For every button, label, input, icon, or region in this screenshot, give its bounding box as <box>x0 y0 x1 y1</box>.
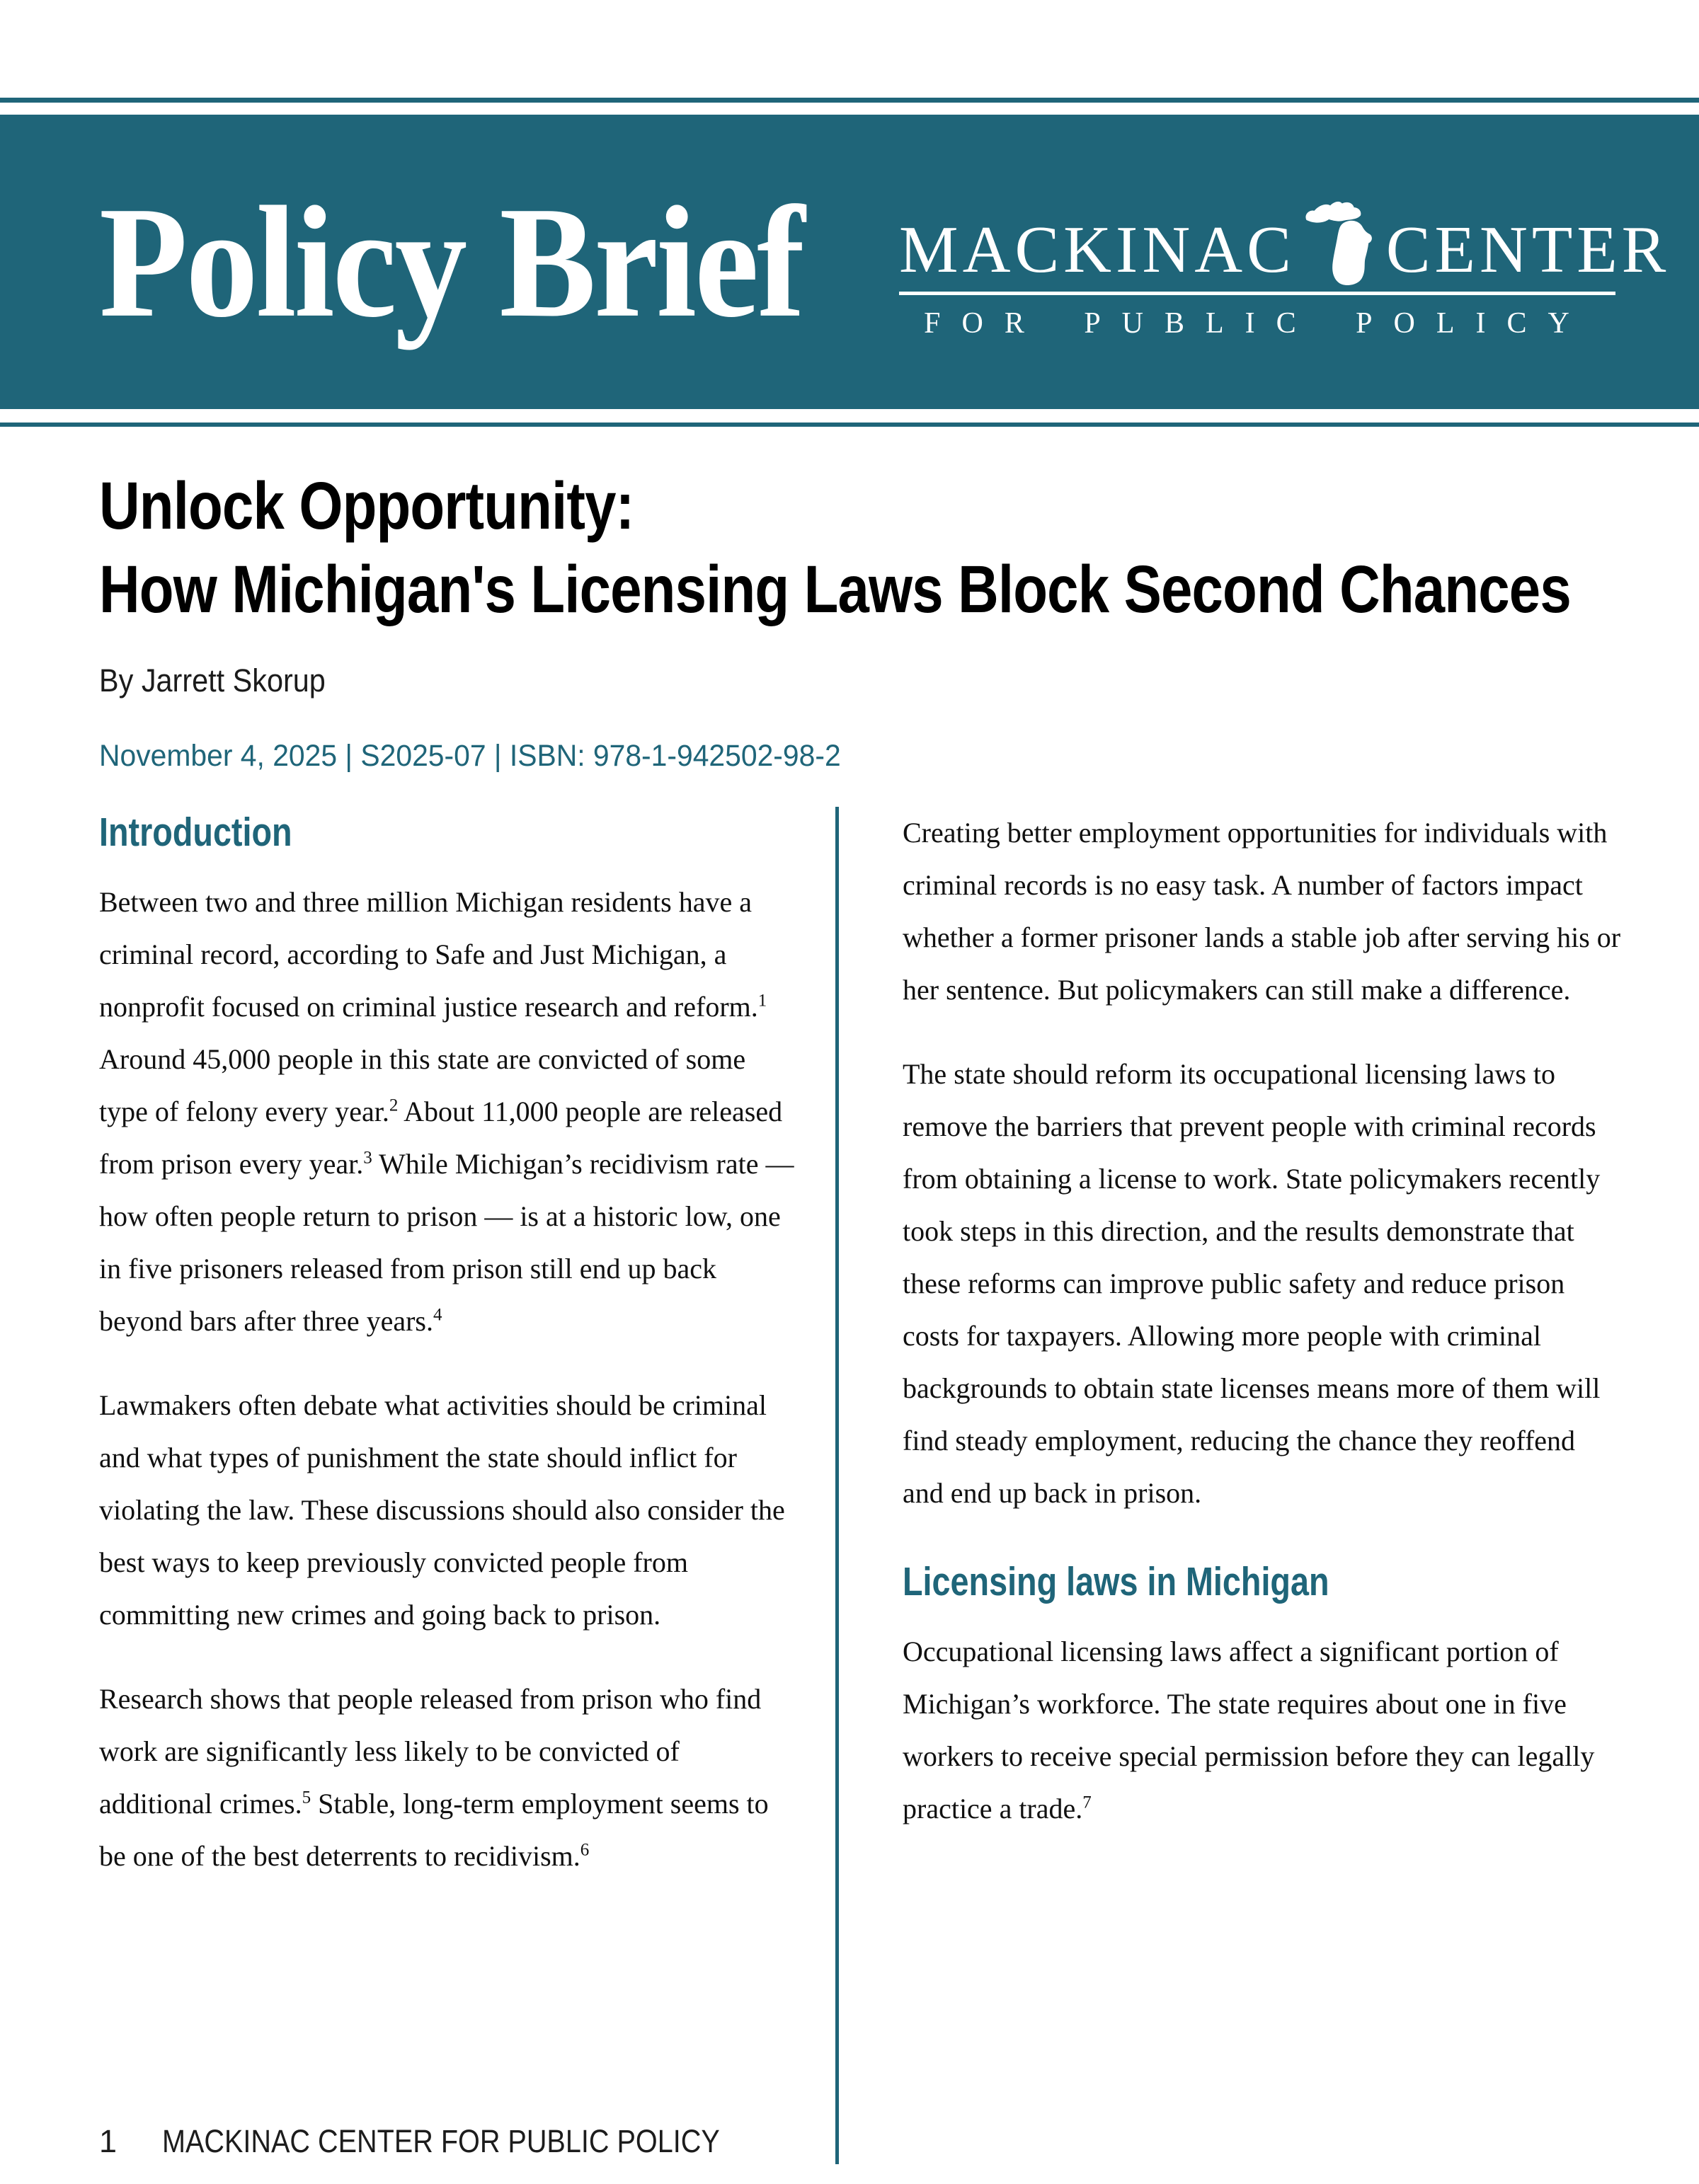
column-divider-rule <box>835 807 839 2164</box>
page-number: 1 <box>99 2123 118 2159</box>
logo-word-center: CENTER <box>1385 212 1671 287</box>
left-column <box>99 807 797 1914</box>
paragraph-right-1: Creating better employment opportunities for individuals with criminal records is no easy task. A number of factors impact whether a former prisoner lands a stable job after serving his or her sentence. But policymakers can still make a difference. <box>903 817 1621 1006</box>
paragraph-intro-2: Lawmakers often debate what activities should be criminal and what types of punishment the state should inflict for violating the law. These discussions should also consider the best ways to keep previously convicted people from committing new crimes and going back to prison. <box>99 1389 785 1631</box>
meta-line: November 4, 2025 | S2025-07 | ISBN: 978-1-942502-98-2 <box>99 739 841 773</box>
masthead-band <box>0 115 1699 409</box>
paragraph-intro-3: Research shows that people released from prison who find work are significantly less likely to be convicted of additional crimes.$^5$ Stable, long-term employment seems to be one of the best deterrents to recidivism.$^6$ <box>99 1683 769 1872</box>
page-footer <box>99 2123 796 2160</box>
title-line-2: How Michigan's Licensing Laws Block Second Chances <box>99 552 1571 627</box>
title-line-1: Unlock Opportunity: <box>99 469 634 544</box>
body-columns <box>99 807 1623 2164</box>
logo-word-mackinac: MACKINAC <box>899 212 1295 287</box>
paragraph-right-2: The state should reform its occupational licensing laws to remove the barriers that prevent people with criminal records from obtaining a license to work. State policymakers recently took steps in this direction, and the results demonstrate that these reforms can improve public safety and reduce prison costs for taxpayers. Allowing more people with criminal backgrounds to obtain state licenses means more of them will find steady employment, reducing the chance they reoffend and end up back in prison. <box>903 1058 1601 1509</box>
section-heading-licensing-laws: Licensing laws in Michigan <box>903 1559 1329 1604</box>
org-logo-name-row <box>899 177 1671 287</box>
brand-title: Policy Brief <box>99 173 803 350</box>
logo-divider-rule <box>899 292 1615 295</box>
michigan-map-icon <box>1301 185 1380 292</box>
org-logo <box>899 177 1671 340</box>
paragraph-right-3: Occupational licensing laws affect a significant portion of Michigan’s workforce. The state requires about one in five workers to receive special permission before they can legally practice a trade.$^7$ <box>903 1636 1595 1824</box>
byline: By Jarrett Skorup <box>99 662 326 699</box>
page-title <box>99 464 1678 631</box>
top-rule <box>0 98 1699 103</box>
under-band-rule <box>0 423 1699 427</box>
footer-org-text: MACKINAC CENTER FOR PUBLIC POLICY <box>162 2123 720 2159</box>
paragraph-intro-1: Between two and three million Michigan residents have a criminal record, according to Safe and Just Michigan, a nonprofit focused on criminal justice research and reform.$^1$ Around 45,000 people in this state are convicted of some type of felony every year.$^2$ About 11,000 people are released from prison every year.$^3$ While Michigan’s recidivism rate — how often people return to prison — is at a historic low, one in five prisoners released from prison still end up back beyond bars after three years.$^4$ <box>99 886 794 1337</box>
right-column <box>903 807 1621 1867</box>
section-heading-introduction: Introduction <box>99 810 292 855</box>
logo-tagline: FOR PUBLIC POLICY <box>924 306 1591 340</box>
